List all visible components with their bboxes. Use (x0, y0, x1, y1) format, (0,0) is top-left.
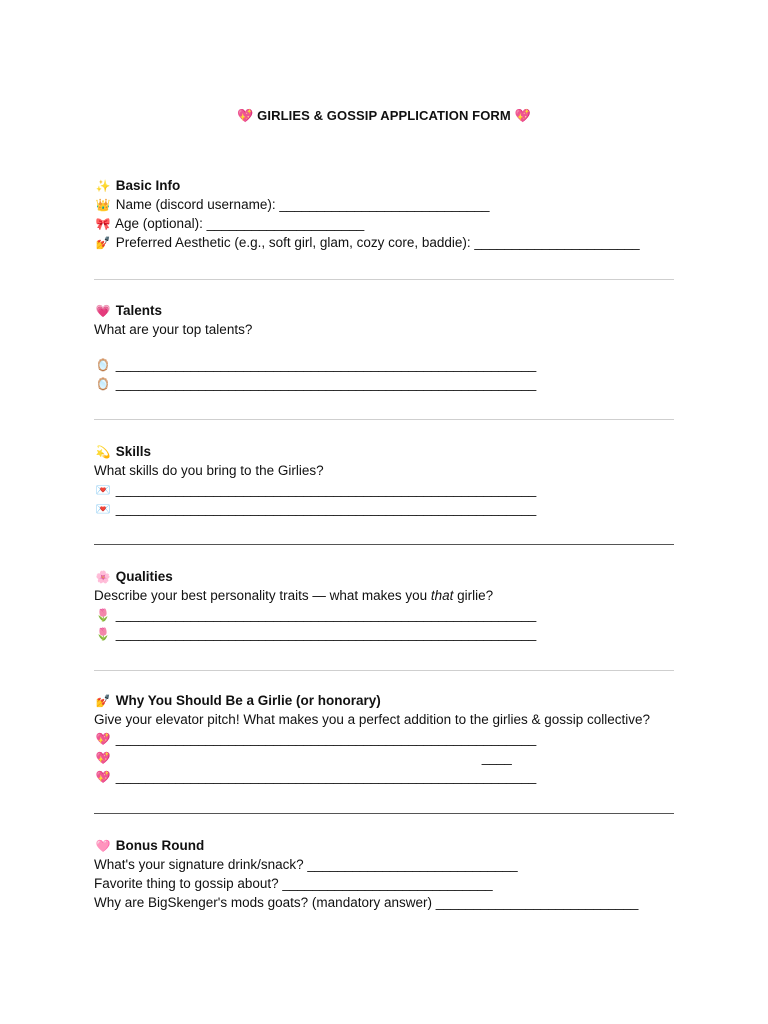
dizzy-icon: 💫 (95, 445, 111, 459)
nail-polish-icon: 💅 (95, 694, 111, 708)
quality-field[interactable]: 🌷 ________________________________________________________ (94, 605, 694, 624)
aesthetic-field[interactable]: 💅 Preferred Aesthetic (e.g., soft girl, glam, cozy core, baddie): ______________________ (94, 233, 694, 252)
age-field[interactable]: 🎀 Age (optional): _____________________ (94, 214, 694, 233)
basic-info-section (94, 176, 694, 252)
mirror-icon: 🪞 (95, 358, 111, 372)
talents-section (94, 301, 694, 393)
pitch-field[interactable]: 💖 ________________________________________________________ (94, 767, 694, 786)
talent-field[interactable]: 🪞 ________________________________________________________ (94, 374, 694, 393)
skill-field[interactable]: 💌 ________________________________________________________ (94, 480, 694, 499)
basic-info-heading: ✨ Basic Info (94, 176, 694, 195)
why-section (94, 691, 694, 786)
divider (94, 419, 674, 420)
name-field[interactable]: 👑 Name (discord username): ____________________________ (94, 195, 694, 214)
love-letter-icon: 💌 (95, 502, 111, 516)
why-prompt: Give your elevator pitch! What makes you a perfect addition to the girlies & gossip collective? (94, 712, 651, 727)
bonus-section (94, 836, 694, 912)
tulip-icon: 🌷 (95, 608, 111, 622)
skill-field[interactable]: 💌 ________________________________________________________ (94, 499, 694, 518)
form-title: 💖 GIRLIES & GOSSIP APPLICATION FORM 💖 (237, 108, 531, 123)
pitch-field[interactable]: 💖 ____ (94, 748, 694, 767)
pink-heart-icon: 💗 (95, 304, 111, 318)
ribbon-icon: 🎀 (95, 217, 111, 231)
love-letter-icon: 💌 (95, 483, 111, 497)
qualities-prompt: Describe your best personality traits — what makes you that girlie? (94, 588, 494, 603)
why-heading: 💅 Why You Should Be a Girlie (or honorary) (94, 691, 694, 710)
sparkles-icon: ✨ (95, 179, 111, 193)
talents-prompt: What are your top talents? (94, 322, 253, 337)
skills-heading: 💫 Skills (94, 442, 694, 461)
divider (94, 670, 674, 671)
qualities-heading: 🌸 Qualities (94, 567, 694, 586)
talent-field[interactable]: 🪞 ________________________________________________________ (94, 355, 694, 374)
divider (94, 813, 674, 814)
gossip-topic-field[interactable]: Favorite thing to gossip about? ____________________________ (94, 876, 493, 891)
quality-field[interactable]: 🌷 ________________________________________________________ (94, 624, 694, 643)
mods-goats-field[interactable]: Why are BigSkenger's mods goats? (mandatory answer) ___________________________ (94, 895, 639, 910)
skills-prompt: What skills do you bring to the Girlies? (94, 463, 324, 478)
light-pink-heart-icon: 🩷 (95, 839, 111, 853)
divider (94, 279, 674, 280)
skills-section (94, 442, 694, 518)
drink-snack-field[interactable]: What's your signature drink/snack? ____________________________ (94, 857, 518, 872)
talents-heading: 💗 Talents (94, 301, 694, 320)
sparkling-heart-icon: 💖 (95, 732, 111, 746)
crown-icon: 👑 (95, 198, 111, 212)
pitch-field[interactable]: 💖 ________________________________________________________ (94, 729, 694, 748)
sparkling-heart-icon: 💖 (95, 751, 111, 765)
sparkling-heart-icon: 💖 (95, 770, 111, 784)
mirror-icon: 🪞 (95, 377, 111, 391)
divider (94, 544, 674, 545)
tulip-icon: 🌷 (95, 627, 111, 641)
bonus-heading: 🩷 Bonus Round (94, 836, 694, 855)
qualities-section (94, 567, 694, 643)
nail-polish-icon: 💅 (95, 236, 111, 250)
cherry-blossom-icon: 🌸 (95, 570, 111, 584)
